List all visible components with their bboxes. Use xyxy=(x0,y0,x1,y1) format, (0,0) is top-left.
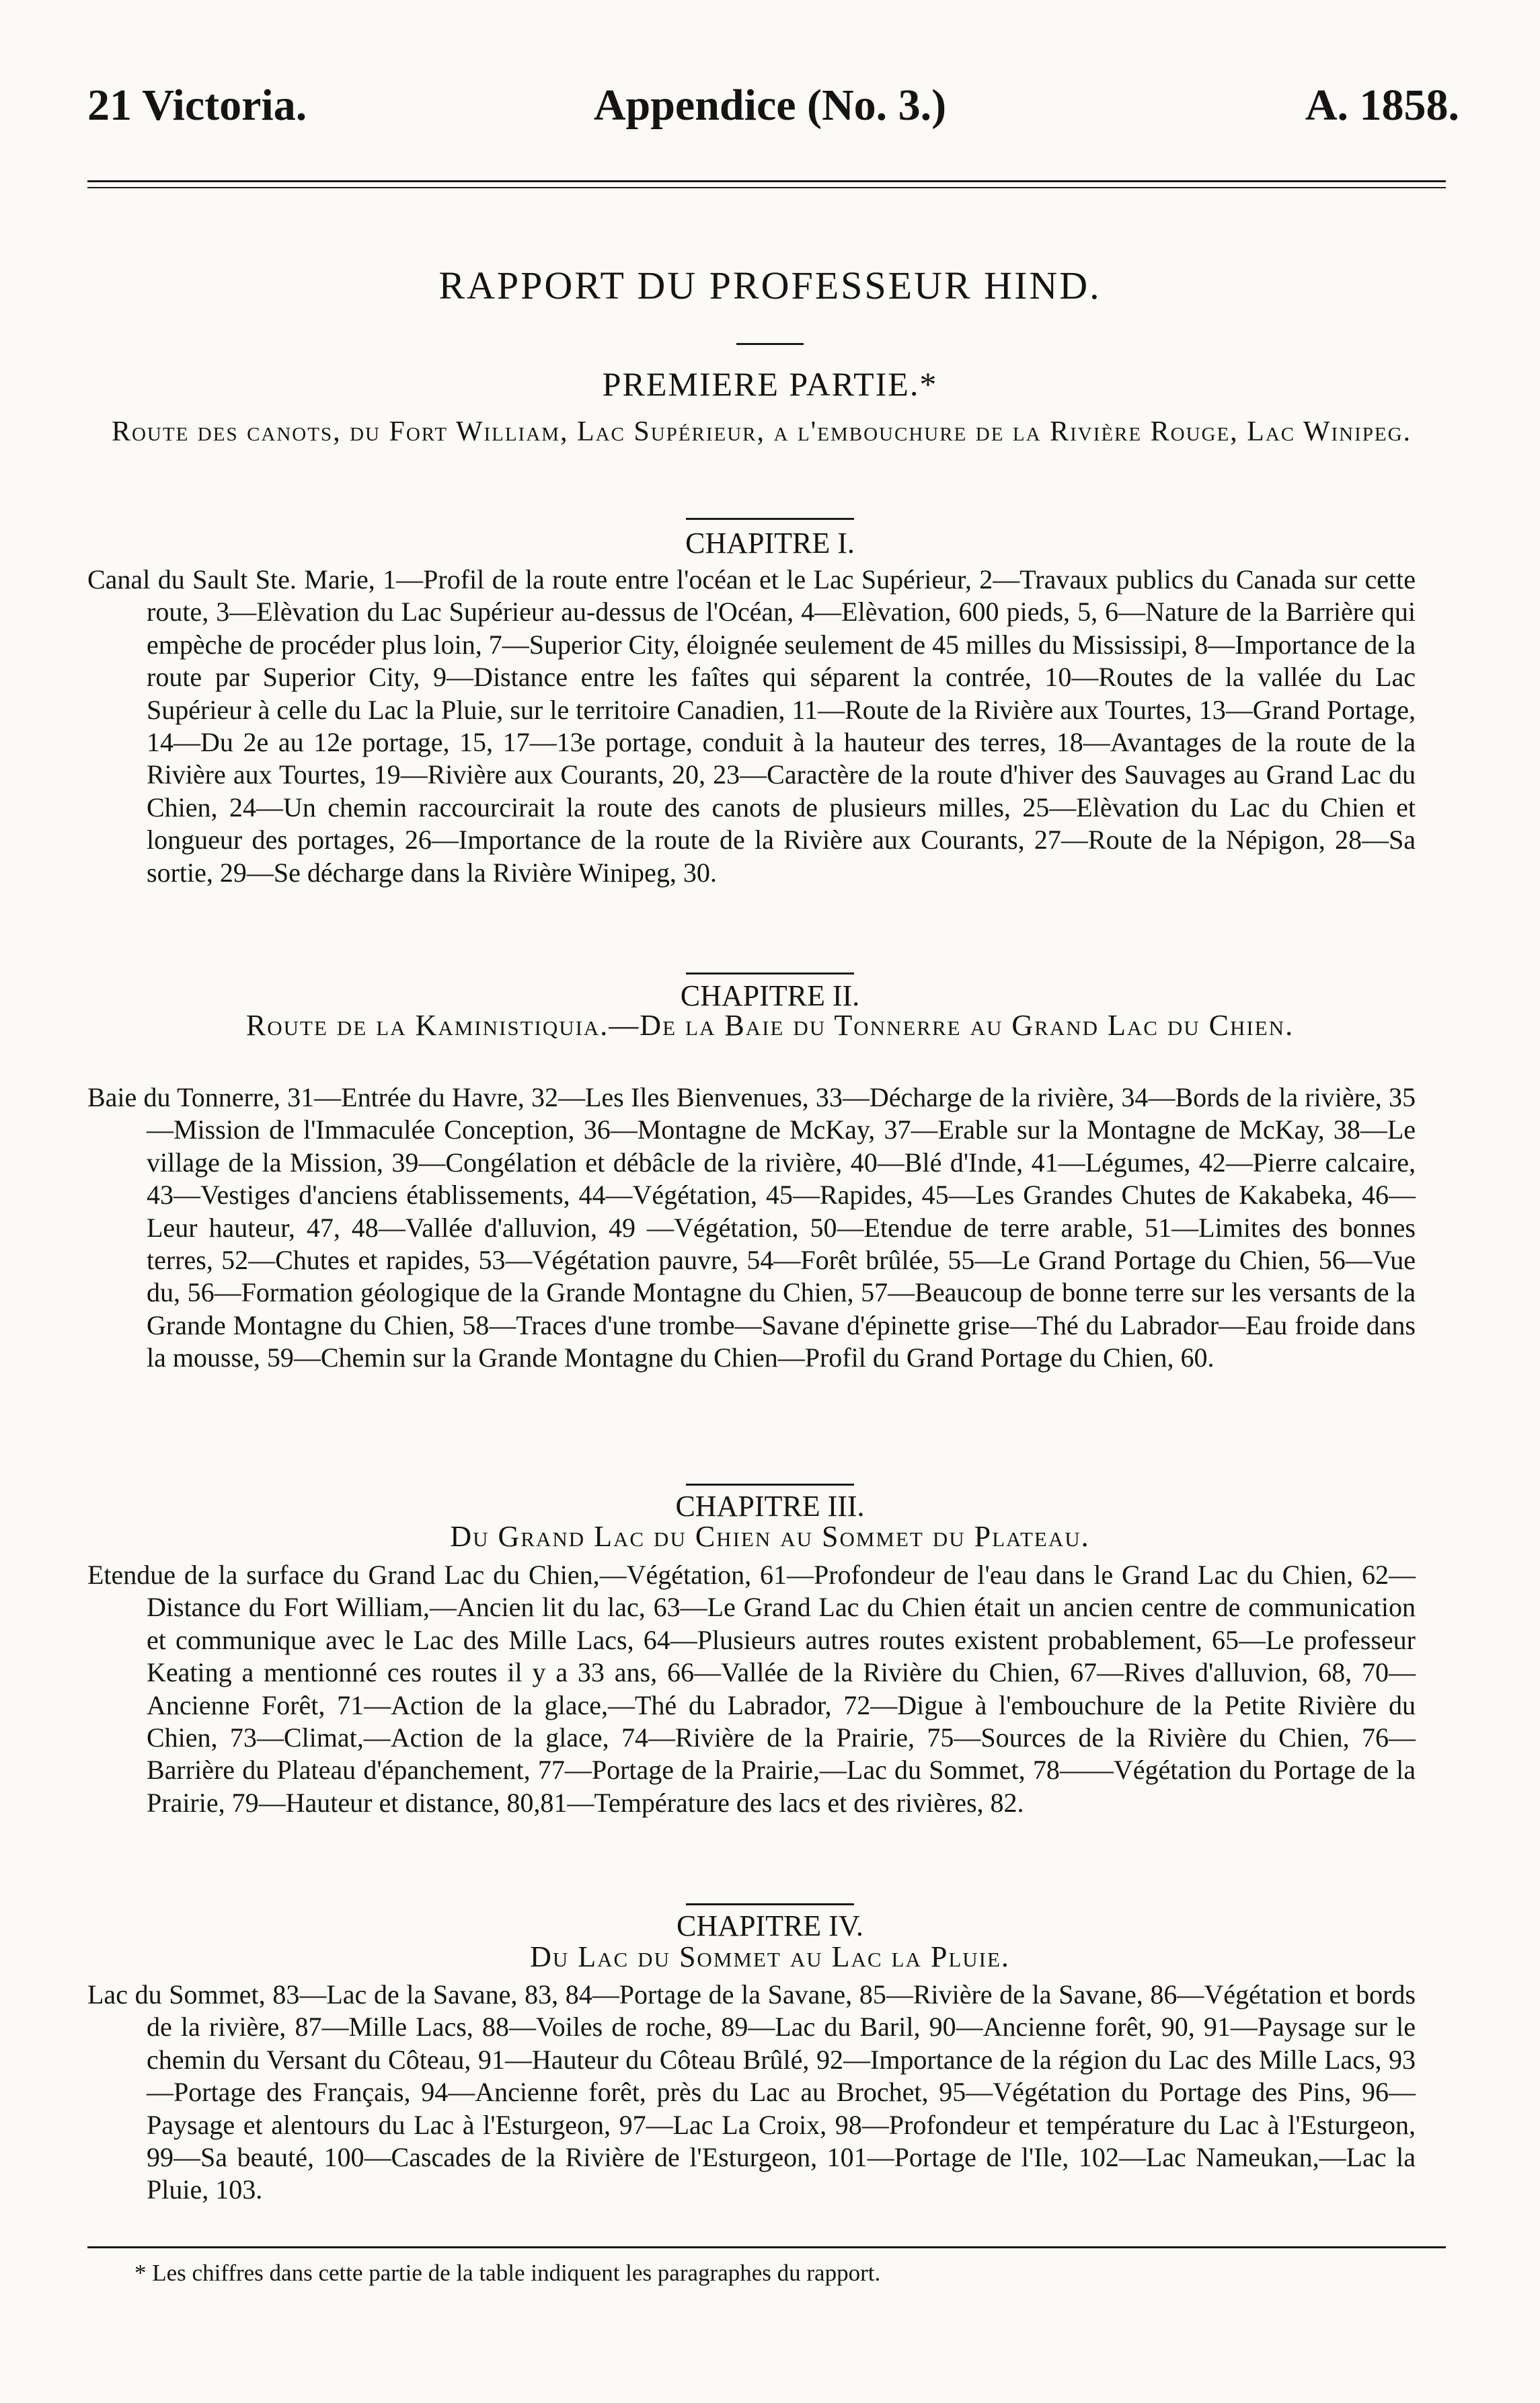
header-appendix: Appendice (No. 3.) xyxy=(593,81,947,130)
chapter-4-contents: Lac du Sommet, 83—Lac de la Savane, 83, 84—Portage de la Savane, 85—Rivière de la Savane, 86—Végétation et bords de la rivière, 87—Mille Lacs, 88—Voiles de roche, 89—Lac du Baril, 90—Ancienne forêt, 90, 91—Paysage sur le chemin du Versant du Côteau, 91—Hauteur du Côteau Brûlé, 92—Importance de la région du Lac des Mille Lacs, 93—Portage des Français, 94—Ancienne forêt, près du Lac au Brochet, 95—Végétation du Portage des Pins, 96—Paysage et alentours du Lac à l'Esturgeon, 97—Lac La Croix, 98—Profondeur et température du Lac à l'Esturgeon, 99—Sa beauté, 100—Cascades de la Rivière de l'Esturgeon, 101—Portage de l'Ile, 102—Lac Nameukan,—Lac la Pluie, 103. xyxy=(87,1979,1416,2205)
header-year: A. 1858. xyxy=(1305,81,1459,130)
footnote-rule xyxy=(87,2246,1446,2248)
chapter-1-heading: CHAPITRE I. xyxy=(685,527,855,560)
chapter-4-divider xyxy=(686,1903,854,1905)
report-title: RAPPORT DU PROFESSEUR HIND. xyxy=(438,264,1102,307)
chapter-3-heading: CHAPITRE III. xyxy=(675,1490,865,1523)
header-session: 21 Victoria. xyxy=(87,81,307,130)
chapter-3-divider xyxy=(686,1484,854,1486)
chapter-2-title: Route de la Kaministiquia.—De la Baie du Tonnerre au Grand Lac du Chien. xyxy=(245,1009,1295,1042)
header-rule-bottom xyxy=(87,187,1446,188)
chapter-3-contents: Etendue de la surface du Grand Lac du Chien,—Végétation, 61—Profondeur de l'eau dans le Grand Lac du Chien, 62—Distance du Fort William,—Ancien lit du lac, 63—Le Grand Lac du Chien était un ancien centre de communication et communique avec le Lac des Mille Lacs, 64—Plusieurs autres routes existent probablement, 65—Le professeur Keating a mentionné ces routes il y a 33 ans, 66—Vallée de la Rivière du Chien, 67—Rives d'alluvion, 68, 70—Ancienne Forêt, 71—Action de la glace,—Thé du Labrador, 72—Digue à l'embouchure de la Petite Rivière du Chien, 73—Climat,—Action de la glace, 74—Rivière de la Prairie, 75—Sources de la Rivière du Chien, 76—Barrière du Plateau d'épanchement, 77—Portage de la Prairie,—Lac du Sommet, 78——Végétation du Portage de la Prairie, 79—Hauteur et distance, 80,81—Température des lacs et des rivières, 82. xyxy=(87,1560,1416,1818)
chapter-4-heading: CHAPITRE IV. xyxy=(677,1909,863,1942)
chapter-2-contents: Baie du Tonnerre, 31—Entrée du Havre, 32—Les Iles Bienvenues, 33—Décharge de la rivière, 34—Bords de la rivière, 35—Mission de l'Immaculée Conception, 36—Montagne de McKay, 37—Erable sur la Montagne de McKay, 38—Le village de la Mission, 39—Congélation et débâcle de la rivière, 40—Blé d'Inde, 41—Légumes, 42—Pierre calcaire, 43—Vestiges d'anciens établissements, 44—Végétation, 45—Rapides, 45—Les Grandes Chutes de Kakabeka, 46—Leur hauteur, 47, 48—Vallée d'alluvion, 49 —Végétation, 50—Etendue de terre arable, 51—Limites des bonnes terres, 52—Chutes et rapides, 53—Végétation pauvre, 54—Forêt brûlée, 55—Le Grand Portage du Chien, 56—Vue du, 56—Formation géologique de la Grande Montagne du Chien, 57—Beaucoup de bonne terre sur les versants de la Grande Montagne du Chien, 58—Traces d'une trombe—Savane d'épinette grise—Thé du Labrador—Eau froide dans la mousse, 59—Chemin sur la Grande Montagne du Chien—Profil du Grand Portage du Chien, 60. xyxy=(87,1082,1416,1373)
part-heading: PREMIERE PARTIE.* xyxy=(602,365,938,403)
chapter-3-title: Du Grand Lac du Chien au Sommet du Plateau. xyxy=(450,1520,1090,1553)
footnote: * Les chiffres dans cette partie de la table indiquent les paragraphes du rapport. xyxy=(134,2260,881,2286)
running-header xyxy=(81,75,1459,136)
part-subtitle: Route des canots, du Fort William, Lac Supérieur, a l'embouchure de la Rivière Rouge, Lac Winipeg. xyxy=(111,416,1412,447)
chapter-1-divider xyxy=(686,518,854,520)
chapter-4-title: Du Lac du Sommet au Lac la Pluie. xyxy=(530,1940,1010,1973)
chapter-2-heading: CHAPITRE II. xyxy=(680,979,860,1012)
chapter-1-contents: Canal du Sault Ste. Marie, 1—Profil de la route entre l'océan et le Lac Supérieur, 2—Travaux publics du Canada sur cette route, 3—Elèvation du Lac Supérieur au-dessus de l'Océan, 4—Elèvation, 600 pieds, 5, 6—Nature de la Barrière qui empèche de procéder plus loin, 7—Superior City, éloignée seulement de 45 milles du Mississipi, 8—Importance de la route par Superior City, 9—Distance entre les faîtes qui séparent la contrée, 10—Routes de la vallée du Lac Supérieur à celle du Lac la Pluie, sur le territoire Canadien, 11—Route de la Rivière aux Tourtes, 13—Grand Portage, 14—Du 2e au 12e portage, 15, 17—13e portage, conduit à la hauteur des terres, 18—Avantages de la route de la Rivière aux Tourtes, 19—Rivière aux Courants, 20, 23—Caractère de la route d'hiver des Sauvages au Grand Lac du Chien, 24—Un chemin raccourcirait la route des canots de plusieurs milles, 25—Elèvation du Lac du Chien et longueur des portages, 26—Importance de la route de la Rivière aux Courants, 27—Route de la Népigon, 28—Sa sortie, 29—Se décharge dans la Rivière Winipeg, 30. xyxy=(87,564,1416,888)
header-rule-top xyxy=(87,180,1446,182)
chapter-2-divider xyxy=(686,972,854,975)
title-divider xyxy=(736,343,804,345)
